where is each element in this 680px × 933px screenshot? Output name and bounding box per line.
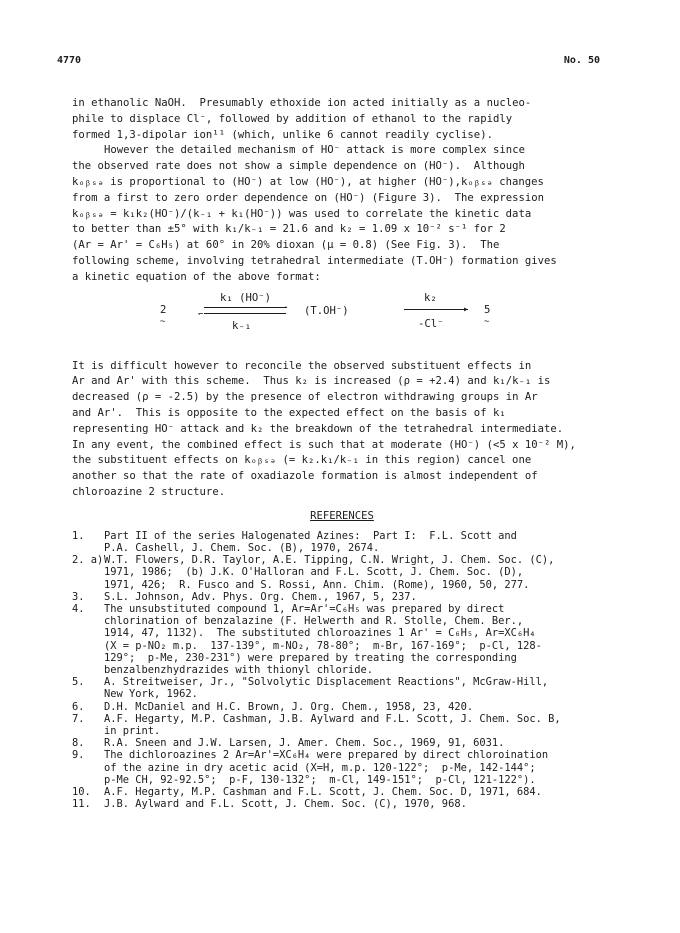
- body-line: representing HO⁻ attack and k₂ the breakdown of the tetrahedral intermediate.: [72, 422, 564, 435]
- references-list: [72, 529, 612, 811]
- reference-line: 1971, 426; R. Fusco and S. Rossi, Ann. Chim. (Rome), 1960, 50, 277.: [104, 578, 530, 591]
- reference-line: (X = p-NO₂ m.p. 137-139°, m-NO₂, 78-80°; m-Br, 167-169°; p-Cl, 128-: [104, 639, 542, 652]
- scheme-k1-label: k₁ (HO⁻): [220, 291, 272, 304]
- reference-line: New York, 1962.: [104, 688, 198, 701]
- reference-number: 2. a): [72, 554, 104, 567]
- reference-text: [104, 701, 612, 713]
- reference-text: [104, 737, 612, 749]
- reference-text: [104, 530, 612, 554]
- reference-item: [72, 529, 612, 554]
- body-line: kₒᵦₛₔ is proportional to (HO⁻) at low (HO⁻), at higher (HO⁻),kₒᵦₛₔ changes: [72, 175, 544, 188]
- reference-line: R.A. Sneen and J.W. Larsen, J. Amer. Chem. Soc., 1969, 91, 6031.: [104, 737, 505, 750]
- reference-line: 1914, 47, 1132). The substituted chloroazines 1 Ar' = C₆H₅, Ar=XC₆H₄: [104, 627, 536, 640]
- reference-line: A.F. Hegarty, M.P. Cashman and F.L. Scott, J. Chem. Soc. D, 1971, 684.: [104, 786, 542, 798]
- product-arrowhead: ▸: [463, 303, 470, 315]
- reference-text: [104, 786, 612, 798]
- reference-line: Part II of the series Halogenated Azines: Part I: F.L. Scott and: [104, 529, 517, 542]
- reference-item: [72, 712, 612, 737]
- reactant-underscore-mark: ~: [160, 316, 166, 327]
- reference-line: chlorination of benzalazine (F. Helwerth and R. Stolle, Chem. Ber.,: [104, 615, 524, 628]
- reference-number: 8.: [72, 737, 85, 750]
- reference-number: 6.: [72, 700, 85, 713]
- reference-line: benzalbenzhydrazides with thionyl chloride.: [104, 663, 373, 676]
- scheme-k-minus1-label: k₋₁: [232, 319, 252, 332]
- body-line: chloroazine 2 structure.: [72, 485, 226, 498]
- body-line: formed 1,3-dipolar ion¹¹ (which, unlike 6 cannot readily cyclise).: [72, 128, 493, 141]
- reference-line: 1971, 1986; (b) J.K. O'Halloran and F.L. Scott, J. Chem. Soc. (D),: [104, 566, 524, 579]
- scheme-k2-label: k₂: [424, 291, 437, 304]
- body-line: However the detailed mechanism of HO⁻ attack is more complex since: [104, 144, 525, 157]
- body-line: from a first to zero order dependence on (HO⁻) (Figure 3). The expression: [72, 191, 544, 204]
- reference-number: 3.: [72, 590, 85, 603]
- reference-text: [104, 798, 612, 810]
- forward-arrow: [204, 307, 286, 308]
- reference-item: [72, 786, 612, 798]
- reference-text: [104, 713, 612, 737]
- reference-number: 7.: [72, 712, 85, 725]
- reference-text: [104, 591, 612, 603]
- body-line: decreased (ρ = -2.5) by the presence of electron withdrawing groups in Ar: [72, 391, 538, 404]
- reference-line: W.T. Flowers, D.R. Taylor, A.E. Tipping, C.N. Wright, J. Chem. Soc. (C),: [104, 554, 555, 567]
- reference-item: [72, 676, 612, 701]
- body-line: In any event, the combined effect is such that at moderate (HO⁻) (<5 x 10⁻² M),: [72, 438, 576, 451]
- body-line: (Ar = Ar' = C₆H₅) at 60° in 20% dioxan (μ = 0.8) (See Fig. 3). The: [72, 239, 500, 252]
- reference-item: [72, 798, 612, 811]
- reaction-scheme: [72, 289, 612, 351]
- reference-line: A.F. Hegarty, M.P. Cashman, J.B. Aylward and F.L. Scott, J. Chem. Soc. B,: [104, 712, 561, 725]
- reference-line: The unsubstituted compound 1, Ar=Ar'=C₆H₅ was prepared by direct: [104, 602, 505, 615]
- reference-number: 10.: [72, 786, 91, 798]
- reference-number: 4.: [72, 602, 85, 615]
- reference-text: [104, 554, 612, 591]
- reference-line: of the azine in dry acetic acid (X=H, m.p. 120-122°; p-Me, 142-144°;: [104, 761, 536, 774]
- reference-line: P.A. Cashell, J. Chem. Soc. (B), 1970, 2674.: [104, 541, 380, 554]
- reference-item: [72, 700, 612, 713]
- article-body: [72, 96, 612, 810]
- reference-text: [104, 676, 612, 700]
- body-line: the substituent effects on kₒᵦₛₔ (= k₂.k₁/k₋₁ in this region) cancel one: [72, 454, 532, 467]
- scheme-chloride-loss: -Cl⁻: [418, 317, 444, 330]
- reference-number: 9.: [72, 749, 85, 762]
- reference-text: [104, 603, 612, 676]
- reference-line: The dichloroazines 2 Ar=Ar'=XC₆H₄ were prepared by direct chloroination: [104, 749, 549, 762]
- page-number: 4770: [57, 55, 82, 66]
- reference-line: J.B. Aylward and F.L. Scott, J. Chem. Soc. (C), 1970, 968.: [104, 798, 467, 811]
- body-line: It is difficult however to reconcile the observed substituent effects in: [72, 359, 532, 372]
- body-line: phile to displace Cl⁻, followed by addition of ethanol to the rapidly: [72, 112, 513, 125]
- reference-item: [72, 737, 612, 750]
- body-line: following scheme, involving tetrahedral intermediate (T.OH⁻) formation gives: [72, 254, 557, 267]
- journal-issue-number: No. 50: [563, 55, 600, 66]
- product-underscore-mark: ~: [484, 316, 490, 327]
- reference-number: 5.: [72, 676, 85, 689]
- body-line: another so that the rate of oxadiazole formation is almost independent of: [72, 470, 538, 483]
- product-arrow: [404, 309, 468, 310]
- reference-line: in print.: [104, 724, 161, 737]
- body-line: to better than ±5° with k₁/k₋₁ = 21.6 and k₂ = 1.09 x 10⁻² s⁻¹ for 2: [72, 223, 506, 236]
- reference-item: [72, 554, 612, 591]
- scheme-product: 5: [484, 303, 491, 316]
- reference-item: [72, 749, 612, 786]
- reverse-arrowhead: ↽: [198, 308, 204, 319]
- reference-item: [72, 602, 612, 676]
- references-heading: REFERENCES: [310, 509, 374, 522]
- body-line: in ethanolic NaOH. Presumably ethoxide ion acted initially as a nucleo-: [72, 97, 532, 109]
- forward-arrowhead: ⇀: [282, 302, 288, 313]
- reference-line: 129°; p-Me, 230-231°) were prepared by treating the corresponding: [104, 651, 517, 664]
- reference-number: 11.: [72, 798, 91, 811]
- reference-line: D.H. McDaniel and H.C. Brown, J. Org. Chem., 1958, 23, 420.: [104, 700, 474, 713]
- body-line: Ar and Ar' with this scheme. Thus k₂ is increased (ρ = +2.4) and k₁/k₋₁ is: [72, 375, 551, 388]
- scheme-reactant: 2: [160, 303, 167, 316]
- body-line: the observed rate does not show a simple dependence on (HO⁻). Although: [72, 160, 525, 173]
- reference-line: S.L. Johnson, Adv. Phys. Org. Chem., 1967, 5, 237.: [104, 590, 417, 603]
- reference-text: [104, 749, 612, 786]
- body-line: a kinetic equation of the above format:: [72, 270, 321, 283]
- reference-number: 1.: [72, 529, 85, 542]
- body-line: kₒᵦₛₔ = k₁k₂(HO⁻)/(k₋₁ + k₁(HO⁻)) was used to correlate the kinetic data: [72, 207, 532, 220]
- scheme-intermediate: (T.OH⁻): [304, 304, 349, 317]
- reference-line: A. Streitweiser, Jr., "Solvolytic Displacement Reactions", McGraw-Hill,: [104, 676, 549, 689]
- body-line: and Ar'. This is opposite to the expected effect on the basis of k₁: [72, 406, 506, 419]
- reference-line: p-Me CH, 92-92.5°; p-F, 130-132°; m-Cl, 149-151°; p-Cl, 121-122°).: [104, 773, 536, 786]
- reverse-arrow: [204, 313, 286, 314]
- reference-item: [72, 590, 612, 603]
